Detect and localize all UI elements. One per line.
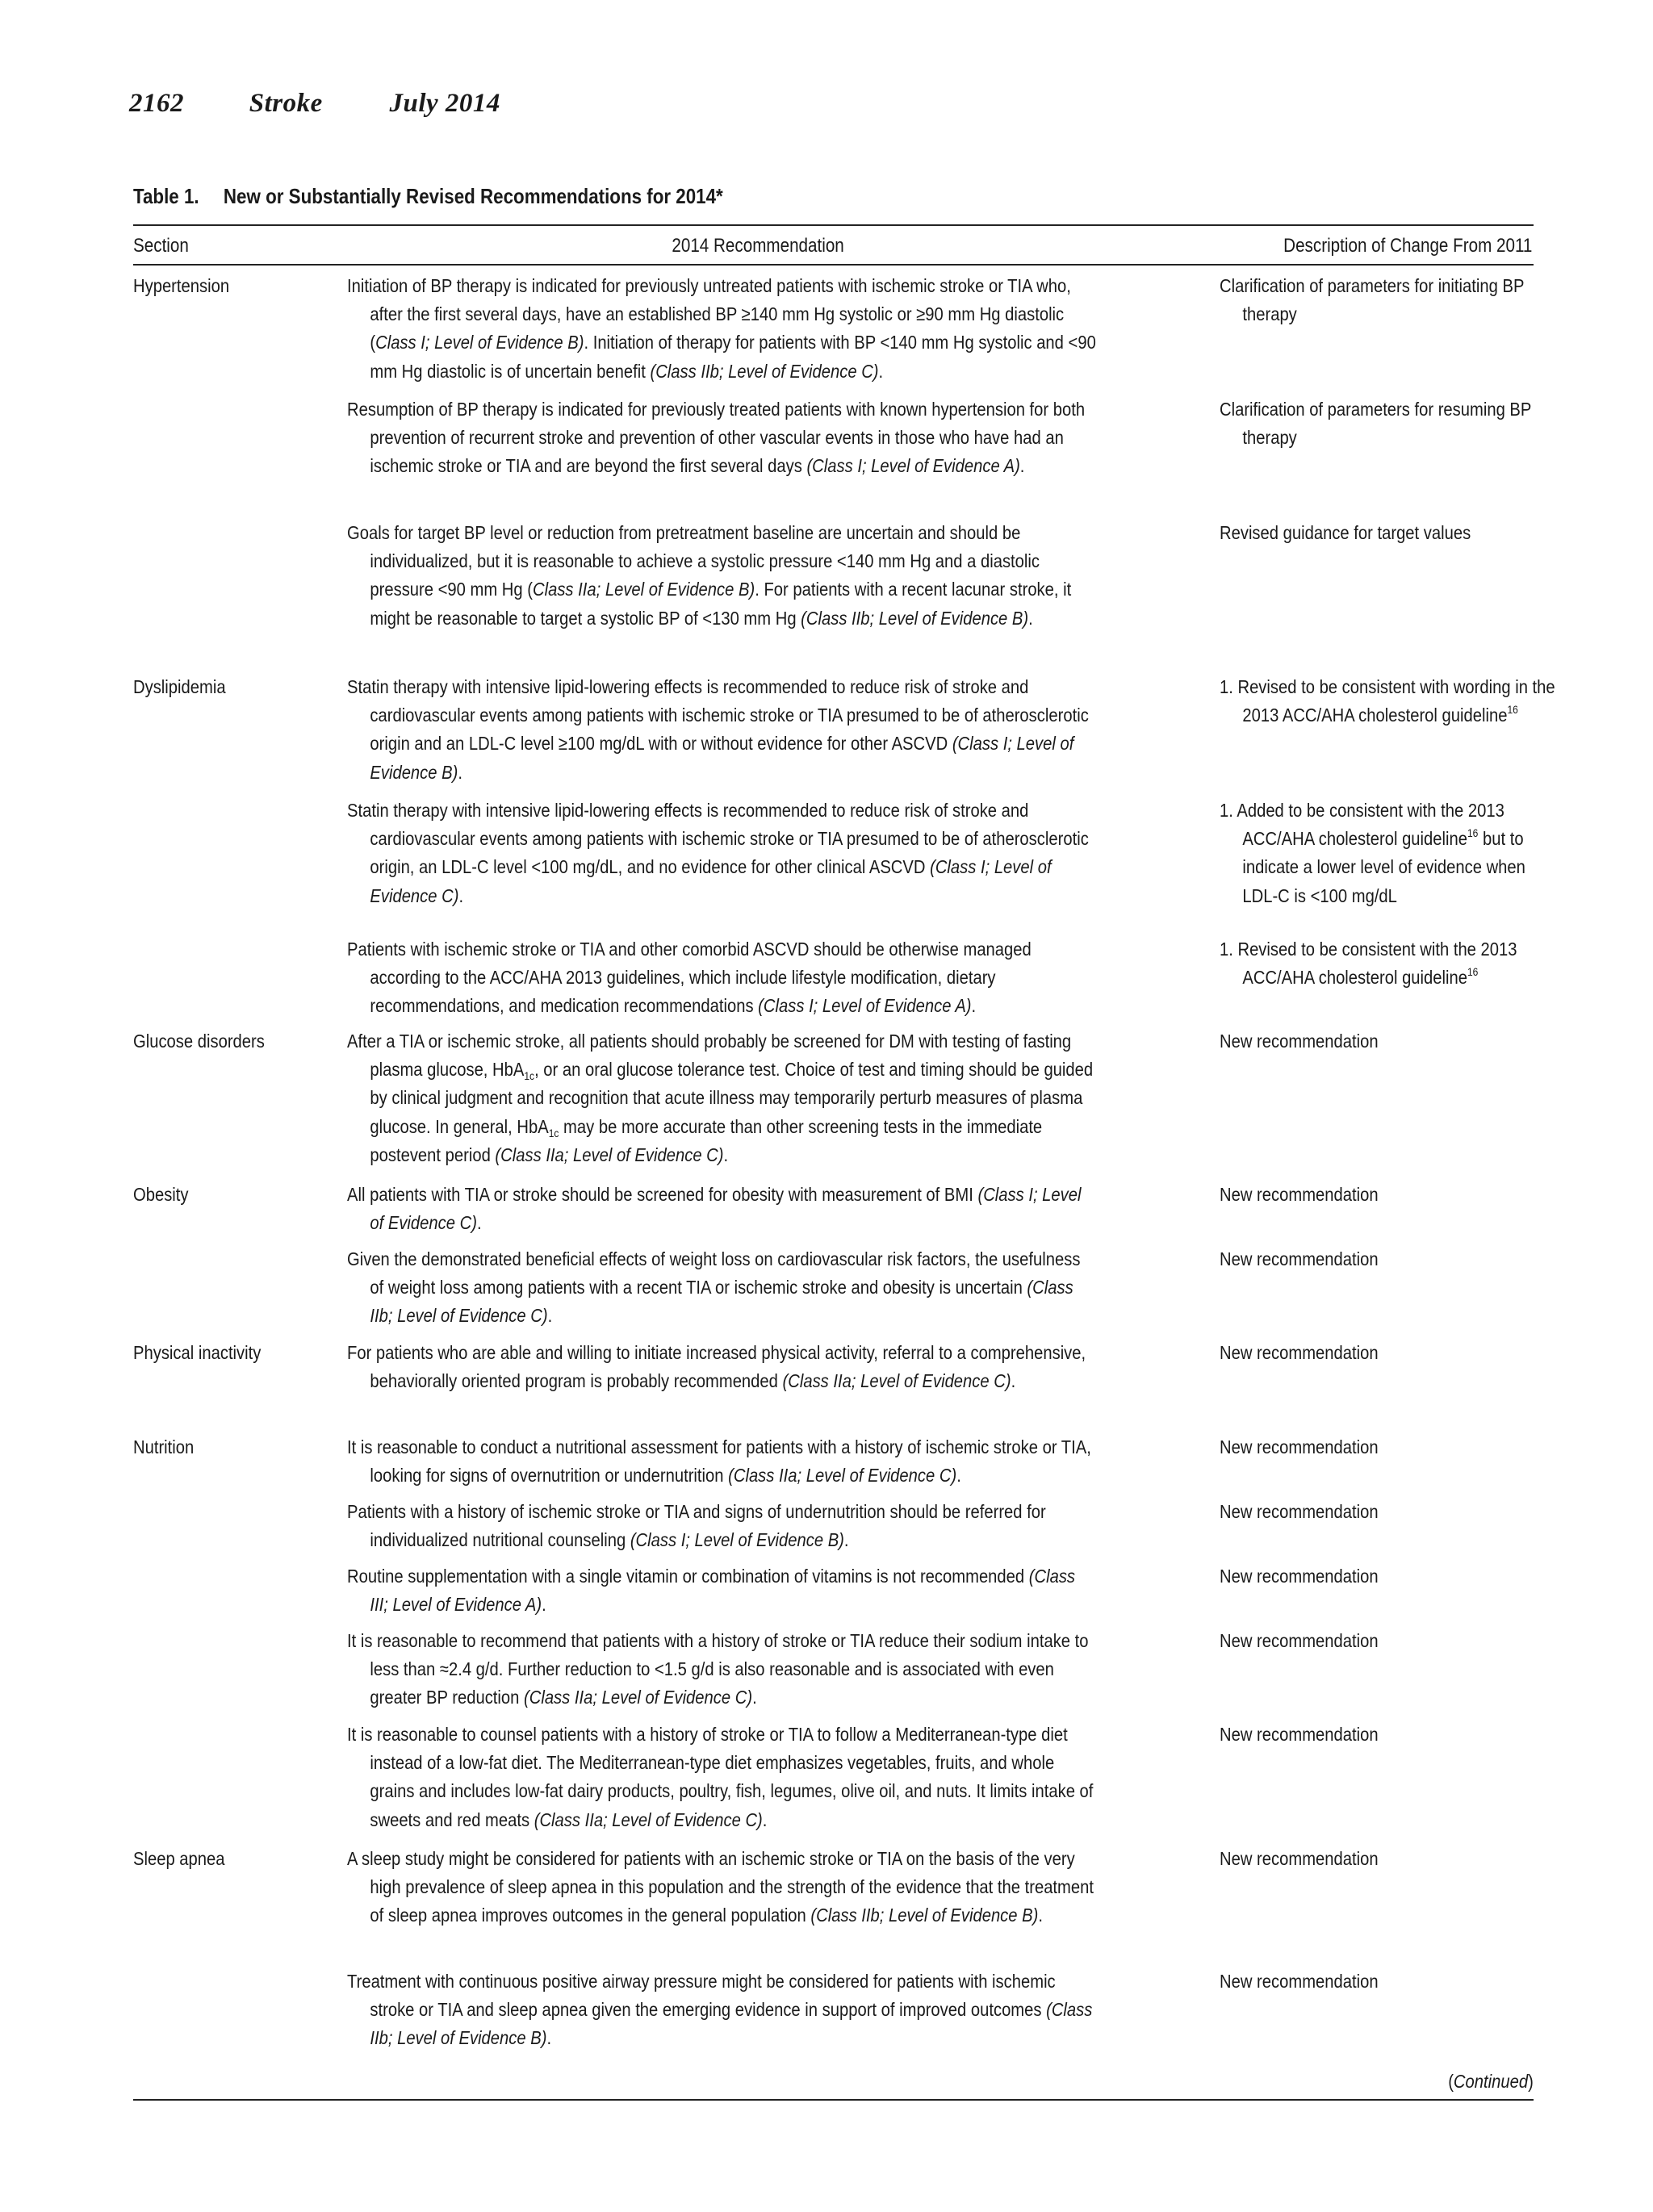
text-run: Patients with a history of ischemic stroke or TIA and signs of undernutrition should be referred for individualized nutritional counseling: [347, 1501, 1046, 1551]
recommendation-cell-text: [347, 1027, 1098, 1169]
text-run: 1. Revised to be consistent with the 2013 ACC/AHA cholesterol guideline: [1220, 939, 1517, 989]
text-run: A sleep study might be considered for patients with an ischemic stroke or TIA on the basis of the very high prevalence of sleep apnea in this population and the strength of the evidence that the treatment of sleep apnea improves outcomes in the general population: [347, 1848, 1094, 1926]
text-run: .: [752, 1687, 757, 1708]
evidence-level: (Class IIb; Level of Evidence B): [801, 607, 1029, 629]
change-description-cell-text: [1220, 1433, 1559, 1461]
change-description-cell-text: [1220, 1967, 1559, 1996]
text-run: New recommendation: [1220, 1630, 1379, 1651]
text-run: .: [458, 884, 464, 906]
change-description-cell-text: [1220, 1498, 1559, 1526]
evidence-level: (Class IIa; Level of Evidence C): [495, 1144, 724, 1165]
change-description-cell: [1220, 1245, 1613, 1273]
section-cell-text: Physical inactivity: [133, 1342, 262, 1363]
change-description-cell: [1220, 1433, 1613, 1461]
section-cell-text: Dyslipidemia: [133, 676, 226, 697]
recommendation-cell: [347, 1339, 1220, 1395]
text-run: .: [542, 1594, 546, 1616]
text-run: Revised guidance for target values: [1220, 522, 1471, 543]
recommendation-cell: [347, 673, 1220, 787]
recommendation-cell-text: [347, 1562, 1098, 1619]
change-description-cell-text: [1220, 1339, 1559, 1367]
text-run: Treatment with continuous positive airway pressure might be considered for patients with ischemic stroke or TIA and sleep apnea given the emerging evidence in support of improved outcomes: [347, 1971, 1056, 2021]
table-header-rule: [133, 264, 1534, 266]
text-run: After a TIA or ischemic stroke, all patients should probably be screened for DM with testing of fasting plasma glucose, HbA: [347, 1031, 1072, 1081]
recommendation-cell-text: [347, 519, 1098, 633]
recommendation-cell: [347, 1627, 1220, 1712]
recommendation-cell-text: [347, 797, 1098, 910]
text-run: Clarification of parameters for resuming BP therapy: [1220, 399, 1532, 449]
recommendation-cell-text: [347, 673, 1098, 787]
section-cell-text: Hypertension: [133, 275, 230, 296]
evidence-level: (Class I; Level of Evidence A): [758, 995, 972, 1017]
section-cell: [133, 673, 359, 701]
change-description-cell-text: [1220, 797, 1559, 910]
text-run: For patients who are able and willing to initiate increased physical activity, referral to a comprehensive, behaviorally oriented program is probably recommended: [347, 1342, 1086, 1392]
text-run: may be more accurate than other screening tests in the immediate postevent period: [370, 1115, 1043, 1165]
section-cell: [133, 272, 359, 300]
issue-date: July 2014: [389, 89, 500, 118]
text-run: Clarification of parameters for initiating BP therapy: [1220, 275, 1525, 325]
evidence-level: Class I; Level of Evidence B): [375, 332, 584, 353]
section-cell-text: Obesity: [133, 1184, 189, 1205]
continued-note: [1434, 2068, 1534, 2096]
recommendation-cell: [347, 519, 1220, 633]
evidence-level: (Class IIb; Level of Evidence B): [370, 1999, 1093, 2049]
section-cell: [133, 1339, 359, 1367]
text-run: .: [1011, 1370, 1016, 1392]
change-description-cell-text: [1220, 1721, 1559, 1749]
text-run: 1. Added to be consistent with the 2013 ACC/AHA cholesterol guideline: [1220, 800, 1504, 850]
text-run: New recommendation: [1220, 1184, 1379, 1205]
section-cell-text: Glucose disorders: [133, 1031, 265, 1052]
recommendation-cell-text: [347, 1498, 1098, 1554]
evidence-level: (Class I; Level of Evidence C): [370, 856, 1052, 906]
running-head: [129, 89, 500, 119]
text-run: New recommendation: [1220, 1248, 1379, 1269]
evidence-level: (Class IIa; Level of Evidence C): [782, 1370, 1011, 1392]
text-run: Given the demonstrated beneficial effects of weight loss on cardiovascular risk factors, the usefulness of weight loss among patients with a recent TIA or ischemic stroke and obesity is uncertain: [347, 1248, 1081, 1298]
recommendation-cell: [347, 797, 1220, 910]
change-description-cell: [1220, 1562, 1613, 1591]
recommendation-cell-text: [347, 1721, 1098, 1834]
script-text: 16: [1467, 826, 1479, 840]
change-description-cell: [1220, 1967, 1613, 1996]
recommendation-cell: [347, 1181, 1220, 1237]
text-run: . For patients with a recent lacunar stroke, it might be reasonable to target a systolic BP of <130 mm Hg: [370, 579, 1072, 629]
column-header-change: [1243, 235, 1532, 257]
evidence-level: (Class I; Level of Evidence C): [370, 1184, 1082, 1234]
change-description-cell-text: [1220, 1562, 1559, 1591]
text-run: , or an oral glucose tolerance test. Choice of test and timing should be guided by clinical judgment and recognition that acute illness may temporarily perturb measures of plasma glucose. In general, HbA: [370, 1059, 1094, 1137]
script-text: 1c: [548, 1126, 559, 1139]
column-header-section-label: Section: [133, 235, 189, 257]
section-cell-text: Nutrition: [133, 1436, 195, 1457]
text-run: .: [723, 1144, 729, 1165]
evidence-level: (Class IIb; Level of Evidence C): [650, 360, 879, 382]
text-run: .: [546, 2027, 552, 2049]
change-description-cell: [1220, 935, 1613, 992]
text-run: Goals for target BP level or reduction from pretreatment baseline are uncertain and should be individualized, but it is reasonable to achieve a systolic pressure <140 mm Hg and a diastolic pressure <90 mm Hg (: [347, 522, 1040, 600]
text-run: but to indicate a lower level of evidence when LDL-C is <100 mg/dL: [1242, 828, 1525, 906]
text-run: New recommendation: [1220, 1501, 1379, 1522]
text-run: .: [878, 360, 884, 382]
change-description-cell-text: [1220, 395, 1559, 452]
change-description-cell-text: [1220, 673, 1559, 730]
text-run: Initiation of BP therapy is indicated for previously untreated patients with ischemic stroke or TIA who, after the first several days, have an established BP ≥140 mm Hg systolic or ≥90 mm Hg diastolic (: [347, 275, 1071, 353]
text-run: It is reasonable to recommend that patients with a history of stroke or TIA reduce their sodium intake to less than ≈2.4 g/d. Further reduction to <1.5 g/d is also reasonable and is associated with even greater BP reduction: [347, 1630, 1089, 1708]
recommendation-cell-text: [347, 1181, 1098, 1237]
evidence-level: (Class I; Level of Evidence B): [370, 733, 1074, 783]
text-run: .: [1028, 607, 1033, 629]
text-run: .: [971, 995, 977, 1017]
recommendation-cell: [347, 1498, 1220, 1554]
text-run: It is reasonable to conduct a nutritional assessment for patients with a history of ischemic stroke or TIA, looking for signs of overnutrition or undernutrition: [347, 1436, 1091, 1487]
recommendation-cell: [347, 1027, 1220, 1169]
column-header-recommendation-label: 2014 Recommendation: [672, 235, 844, 257]
table-number: Table 1.: [133, 184, 199, 208]
text-run: Statin therapy with intensive lipid-lowering effects is recommended to reduce risk of stroke and cardiovascular events among patients with ischemic stroke or TIA presumed to be of atherosclerotic origin, an LDL-C level <100 mg/dL, and no evidence for other clinical ASCVD: [347, 800, 1089, 878]
continued-close: ): [1528, 2071, 1534, 2092]
change-description-cell-text: [1220, 1027, 1559, 1056]
text-run: Routine supplementation with a single vitamin or combination of vitamins is not recommended: [347, 1566, 1029, 1587]
text-run: New recommendation: [1220, 1971, 1379, 1992]
evidence-level: (Class III; Level of Evidence A): [370, 1566, 1076, 1616]
change-description-cell: [1220, 797, 1613, 910]
text-run: Patients with ischemic stroke or TIA and other comorbid ASCVD should be otherwise managed according to the ACC/AHA 2013 guidelines, which include lifestyle modification, dietary recommendations, and medication recommendations: [347, 939, 1032, 1017]
text-run: Statin therapy with intensive lipid-lowering effects is recommended to reduce risk of stroke and cardiovascular events among patients with ischemic stroke or TIA presumed to be of atherosclerotic origin and an LDL-C level ≥100 mg/dL with or without evidence for other ASCVD: [347, 676, 1089, 755]
evidence-level: (Class IIa; Level of Evidence C): [534, 1808, 763, 1830]
text-run: .: [458, 761, 462, 783]
recommendation-cell: [347, 395, 1220, 481]
recommendation-cell: [347, 272, 1220, 386]
text-run: New recommendation: [1220, 1566, 1379, 1587]
recommendation-cell: [347, 1562, 1220, 1619]
text-run: .: [547, 1305, 553, 1327]
recommendation-cell: [347, 1721, 1220, 1834]
recommendation-cell: [347, 1245, 1220, 1331]
section-cell-text: Sleep apnea: [133, 1848, 225, 1869]
recommendation-cell-text: [347, 272, 1098, 386]
section-cell: [133, 1027, 359, 1056]
text-run: .: [476, 1212, 482, 1234]
script-text: 1c: [524, 1069, 535, 1083]
change-description-cell: [1220, 1498, 1613, 1526]
recommendation-cell: [347, 1845, 1220, 1930]
text-run: .: [1038, 1905, 1043, 1926]
change-description-cell: [1220, 673, 1613, 730]
continued-open: (: [1448, 2071, 1454, 2092]
table-top-rule: [133, 224, 1534, 226]
recommendation-cell-text: [347, 1627, 1098, 1712]
change-description-cell: [1220, 1845, 1613, 1873]
recommendation-cell-text: [347, 1967, 1098, 2053]
evidence-level: (Class I; Level of Evidence A): [806, 455, 1020, 477]
column-header-change-label: Description of Change From 2011: [1283, 235, 1532, 257]
section-cell: [133, 1433, 359, 1461]
text-run: 1. Revised to be consistent with wording in the 2013 ACC/AHA cholesterol guideline: [1220, 676, 1555, 726]
text-run: New recommendation: [1220, 1724, 1379, 1745]
change-description-cell: [1220, 1027, 1613, 1056]
evidence-level: (Class IIa; Level of Evidence C): [728, 1465, 957, 1487]
text-run: .: [843, 1529, 849, 1551]
change-description-cell: [1220, 1721, 1613, 1749]
recommendation-cell-text: [347, 1245, 1098, 1331]
recommendation-cell: [347, 1433, 1220, 1490]
text-run: All patients with TIA or stroke should be screened for obesity with measurement of BMI: [347, 1184, 978, 1205]
recommendation-cell-text: [347, 1339, 1098, 1395]
change-description-cell-text: [1220, 935, 1559, 992]
journal-name: Stroke: [249, 89, 323, 118]
section-cell: [133, 1845, 359, 1873]
text-run: New recommendation: [1220, 1342, 1379, 1363]
script-text: 16: [1467, 965, 1479, 979]
recommendation-cell-text: [347, 935, 1098, 1021]
recommendation-cell: [347, 935, 1220, 1021]
evidence-level: (Class IIb; Level of Evidence C): [370, 1277, 1073, 1327]
change-description-cell-text: [1220, 1845, 1559, 1873]
change-description-cell: [1220, 1181, 1613, 1209]
text-run: .: [956, 1465, 961, 1487]
change-description-cell-text: [1220, 272, 1559, 328]
change-description-cell: [1220, 519, 1613, 547]
page-number: 2162: [129, 89, 184, 118]
change-description-cell: [1220, 1339, 1613, 1367]
recommendation-cell-text: [347, 1433, 1098, 1490]
recommendation-cell: [347, 1967, 1220, 2053]
script-text: 16: [1507, 703, 1518, 717]
change-description-cell-text: [1220, 1245, 1559, 1273]
section-cell: [133, 1181, 359, 1209]
recommendation-cell-text: [347, 1845, 1098, 1930]
column-header-recommendation: [572, 235, 944, 257]
evidence-level: (Class IIb; Level of Evidence B): [810, 1905, 1039, 1926]
text-run: New recommendation: [1220, 1031, 1379, 1052]
text-run: New recommendation: [1220, 1436, 1379, 1457]
recommendation-cell-text: [347, 395, 1098, 481]
change-description-cell-text: [1220, 1181, 1559, 1209]
evidence-level: (Class I; Level of Evidence B): [630, 1529, 844, 1551]
change-description-cell: [1220, 272, 1613, 328]
evidence-level: Class IIa; Level of Evidence B): [532, 579, 755, 600]
column-header-section: [133, 235, 198, 257]
continued-word: Continued: [1454, 2071, 1529, 2092]
text-run: .: [1019, 455, 1025, 477]
evidence-level: (Class IIa; Level of Evidence C): [524, 1687, 753, 1708]
change-description-cell-text: [1220, 1627, 1559, 1655]
change-description-cell: [1220, 1627, 1613, 1655]
table-title: [133, 184, 723, 209]
text-run: It is reasonable to counsel patients with a history of stroke or TIA to follow a Mediterranean-type diet instead of a low-fat diet. The Mediterranean-type diet emphasizes vegetables, fruits, and whole grains and includes low-fat dairy products, poultry, fish, legumes, olive oil, and nuts. It limits intake of sweets and red meats: [347, 1724, 1094, 1830]
change-description-cell-text: [1220, 519, 1559, 547]
table-caption: New or Substantially Revised Recommendations for 2014*: [223, 184, 723, 208]
text-run: . Initiation of therapy for patients with BP <140 mm Hg systolic and <90 mm Hg diastolic is of uncertain benefit: [370, 332, 1096, 382]
text-run: Resumption of BP therapy is indicated for previously treated patients with known hypertension for both prevention of recurrent stroke and prevention of other vascular events in those who have had an ischemic stroke or TIA and are beyond the first several days: [347, 399, 1086, 477]
table-bottom-rule: [133, 2099, 1534, 2101]
text-run: New recommendation: [1220, 1848, 1379, 1869]
change-description-cell: [1220, 395, 1613, 452]
text-run: .: [762, 1808, 768, 1830]
